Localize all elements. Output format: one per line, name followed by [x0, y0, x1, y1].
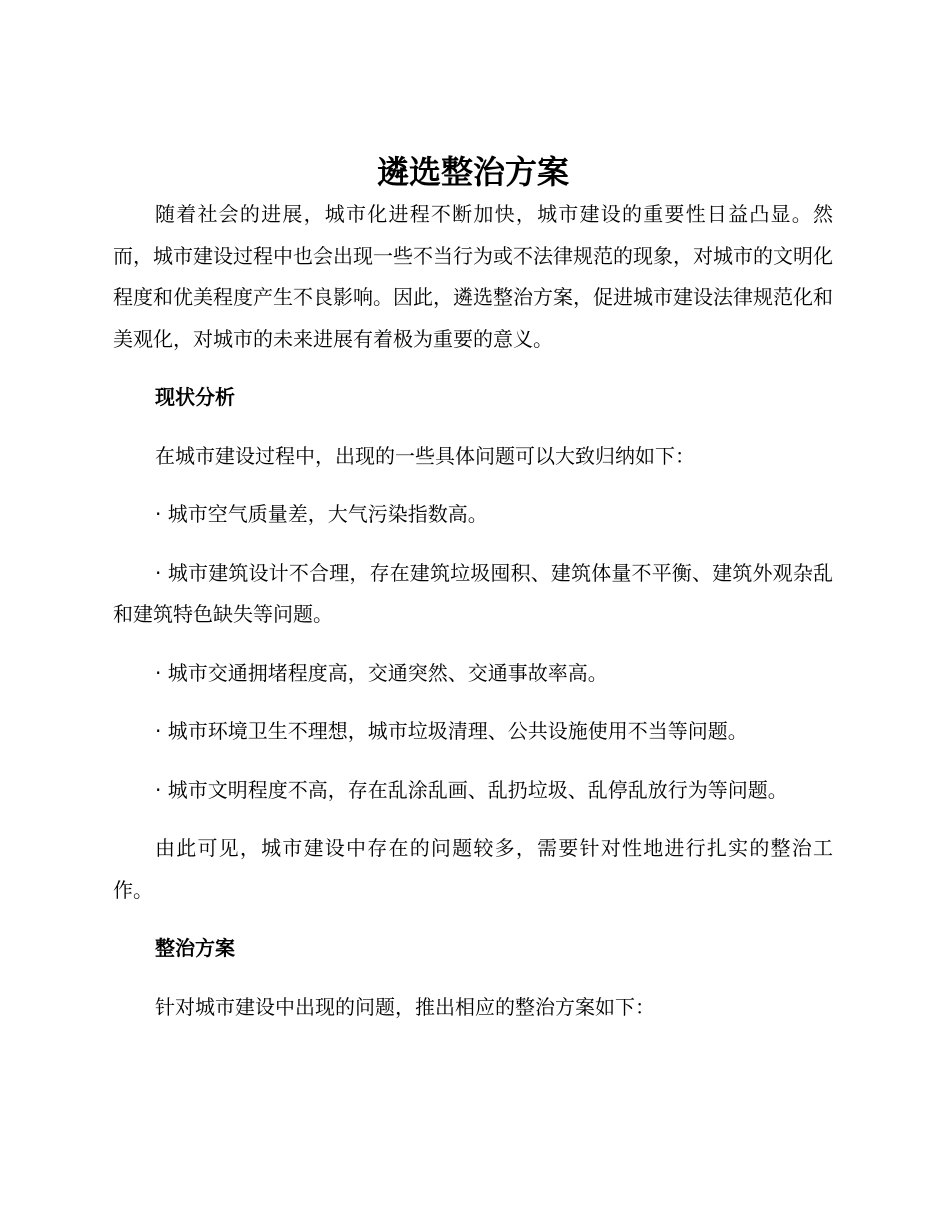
plan-lead-paragraph: 针对城市建设中出现的问题，推出相应的整治方案如下： [155, 994, 655, 1019]
document-title: 遴选整治方案 [376, 153, 569, 191]
list-item: · 城市环境卫生不理想，城市垃圾清理、公共设施使用不当等问题。 [155, 719, 748, 743]
document-page [113, 150, 833, 1028]
list-item: · 城市空气质量差，大气污染指数高。 [155, 502, 488, 526]
section-heading-status: 现状分析 [155, 385, 235, 409]
list-item: · 城市文明程度不高，存在乱涂乱画、乱扔垃圾、乱停乱放行为等问题。 [155, 777, 788, 802]
intro-paragraph: 随着社会的进展，城市化进程不断加快，城市建设的重要性日益凸显。然而，城市建设过程中也会出现一些不当行为或不法律规范的现象，对城市的文明化程度和优美程度产生不良影响。因此，遴选整治方案，促进城市建设法律规范化和美观化，对城市的未来进展有着极为重要的意义。 [113, 202, 833, 351]
list-item: · 城市交通拥堵程度高，交通突然、交通事故率高。 [155, 660, 608, 685]
status-lead-paragraph: 在城市建设过程中，出现的一些具体问题可以大致归纳如下： [155, 443, 695, 468]
status-conclusion-paragraph: 由此可见，城市建设中存在的问题较多，需要针对性地进行扎实的整治工作。 [113, 836, 833, 902]
section-heading-plan: 整治方案 [155, 936, 235, 960]
list-item: · 城市建筑设计不合理，存在建筑垃圾囤积、建筑体量不平衡、建筑外观杂乱和建筑特色缺失等问题。 [113, 560, 833, 626]
